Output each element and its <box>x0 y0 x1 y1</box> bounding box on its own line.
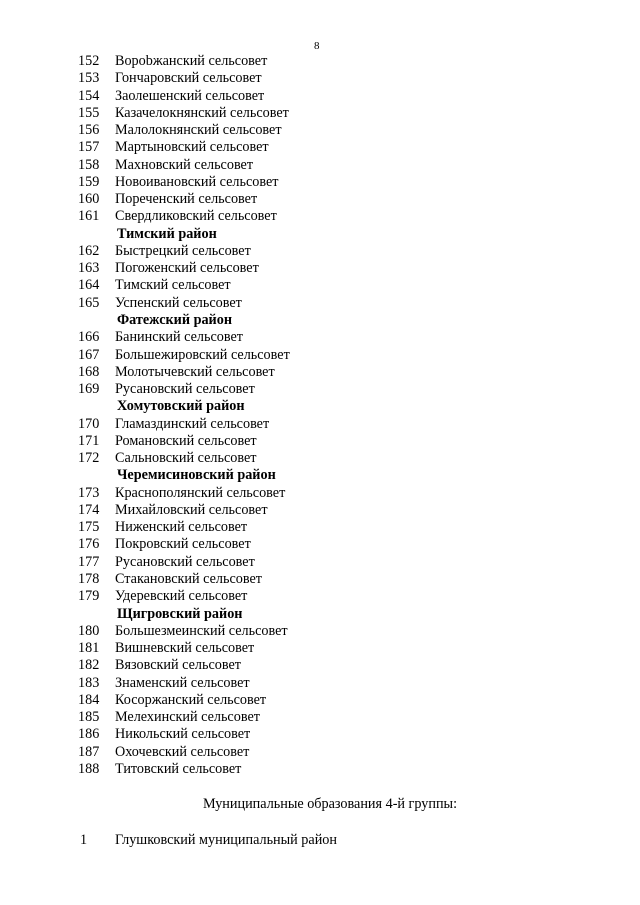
item-number: 185 <box>78 709 100 726</box>
list-item <box>72 744 512 761</box>
item-number: 156 <box>78 122 100 139</box>
item-name: Романовский сельсовет <box>115 432 257 449</box>
item-number: 159 <box>78 173 100 190</box>
item-name: Покровский сельсовет <box>115 536 251 553</box>
item-name: Вишневский сельсовет <box>115 640 255 657</box>
item-number: 153 <box>78 70 100 87</box>
item-number: 166 <box>78 329 100 346</box>
item-name: Заолешенский сельсовет <box>115 87 265 104</box>
list-item <box>72 191 512 208</box>
item-number: 183 <box>78 674 100 691</box>
list-item <box>72 53 512 70</box>
municipality-list <box>72 53 512 778</box>
list-item <box>72 347 512 364</box>
list-item <box>72 416 512 433</box>
district-name: Черемисиновский район <box>117 467 276 484</box>
item-name: Новоивановский сельсовет <box>115 173 279 190</box>
list-item <box>72 295 512 312</box>
list-item <box>72 157 512 174</box>
item-name: Свердликовский сельсовет <box>115 208 277 225</box>
item-number: 180 <box>78 622 100 639</box>
item-name: Гламаздинский сельсовет <box>115 415 270 432</box>
item-name: Погоженский сельсовет <box>115 260 259 277</box>
list-item <box>72 692 512 709</box>
item-name: Тимский сельсовет <box>115 277 231 294</box>
list-item <box>72 675 512 692</box>
list-item <box>72 571 512 588</box>
item-number: 165 <box>78 294 100 311</box>
item-name: Большежировский сельсовет <box>115 346 290 363</box>
item-name: Большезмеинский сельсовет <box>115 622 288 639</box>
item-number: 163 <box>78 260 100 277</box>
item-number: 164 <box>78 277 100 294</box>
list-item <box>72 536 512 553</box>
item-name: Вязовский сельсовет <box>115 657 241 674</box>
item-name: Русановский сельсовет <box>115 553 255 570</box>
item-name: Махновский сельсовет <box>115 156 254 173</box>
item-name: Мелехинский сельсовет <box>115 709 260 726</box>
group-heading: Муниципальные образования 4-й группы: <box>202 796 458 812</box>
item-name: Никольский сельсовет <box>115 726 251 743</box>
item-name: Гончаровский сельсовет <box>115 70 262 87</box>
item-number: 181 <box>78 640 100 657</box>
list-item <box>72 761 512 778</box>
item-number: 155 <box>78 104 100 121</box>
list-item <box>72 105 512 122</box>
item-number: 169 <box>78 381 100 398</box>
item-number: 168 <box>78 363 100 380</box>
item-number: 160 <box>78 191 100 208</box>
item-number: 187 <box>78 743 100 760</box>
list-item <box>72 554 512 571</box>
district-heading <box>72 226 512 243</box>
list-item <box>72 450 512 467</box>
item-number: 152 <box>78 53 100 69</box>
item-number: 162 <box>78 242 100 259</box>
list-item <box>72 709 512 726</box>
item-name: Пореченский сельсовет <box>115 191 258 208</box>
item-name: Сальновский сельсовет <box>115 450 257 467</box>
district-name: Фатежский район <box>117 311 233 328</box>
item-number: 158 <box>78 156 100 173</box>
list-item <box>72 485 512 502</box>
list-item <box>72 502 512 519</box>
item-number: 171 <box>78 432 100 449</box>
list-item <box>72 364 512 381</box>
item-name: Косоржанский сельсовет <box>115 691 267 708</box>
item-name: Краснополянский сельсовет <box>115 484 286 501</box>
list-item <box>72 519 512 536</box>
item-name: Михайловский сельсовет <box>115 501 268 518</box>
list-item <box>72 329 512 346</box>
list-item <box>72 588 512 605</box>
item-number: 157 <box>78 139 100 156</box>
list-item <box>72 726 512 743</box>
item-name: Стакановский сельсовет <box>115 570 262 587</box>
list-item <box>72 70 512 87</box>
list-item <box>72 657 512 674</box>
item-number: 176 <box>78 536 100 553</box>
list-item <box>72 260 512 277</box>
item-name: Удеревский сельсовет <box>115 588 248 605</box>
item-number: 1 <box>80 832 88 848</box>
item-number: 173 <box>78 484 100 501</box>
page-number: 8 <box>314 40 320 52</box>
item-number: 178 <box>78 570 100 587</box>
list-item <box>72 623 512 640</box>
list-item <box>72 433 512 450</box>
item-number: 188 <box>78 760 100 777</box>
item-name: Малолокнянский сельсовет <box>115 122 282 139</box>
list-item <box>72 243 512 260</box>
item-name: Глушковский муниципальный район <box>115 832 337 848</box>
item-number: 177 <box>78 553 100 570</box>
list-item <box>72 122 512 139</box>
list-item <box>72 381 512 398</box>
list-item <box>72 640 512 657</box>
item-number: 161 <box>78 208 100 225</box>
item-number: 182 <box>78 657 100 674</box>
list-item <box>72 174 512 191</box>
district-name: Тимский район <box>117 225 217 242</box>
list-item <box>72 208 512 225</box>
item-name: Ворobжанский сельсовет <box>115 53 268 69</box>
item-number: 186 <box>78 726 100 743</box>
item-name: Охочевский сельсовет <box>115 743 250 760</box>
district-heading <box>72 398 512 415</box>
district-heading <box>72 312 512 329</box>
district-heading <box>72 467 512 484</box>
item-number: 170 <box>78 415 100 432</box>
item-number: 167 <box>78 346 100 363</box>
item-number: 154 <box>78 87 100 104</box>
final-list-item <box>72 831 512 849</box>
item-name: Казачелокнянский сельсовет <box>115 104 289 121</box>
item-name: Успенский сельсовет <box>115 294 242 311</box>
item-name: Русановский сельсовет <box>115 381 255 398</box>
item-name: Быстрецкий сельсовет <box>115 242 251 259</box>
item-name: Молотычевский сельсовет <box>115 363 275 380</box>
item-name: Знаменский сельсовет <box>115 674 250 691</box>
item-name: Ниженский сельсовет <box>115 519 248 536</box>
item-number: 172 <box>78 450 100 467</box>
district-name: Щигровский район <box>117 605 243 622</box>
item-number: 179 <box>78 588 100 605</box>
list-item <box>72 139 512 156</box>
list-item <box>72 88 512 105</box>
district-name: Хомутовский район <box>117 398 245 415</box>
district-heading <box>72 606 512 623</box>
list-item <box>72 277 512 294</box>
item-number: 175 <box>78 519 100 536</box>
item-name: Мартыновский сельсовет <box>115 139 269 156</box>
item-number: 174 <box>78 501 100 518</box>
item-name: Титовский сельсовет <box>115 760 242 777</box>
item-number: 184 <box>78 691 100 708</box>
item-name: Банинский сельсовет <box>115 329 243 346</box>
